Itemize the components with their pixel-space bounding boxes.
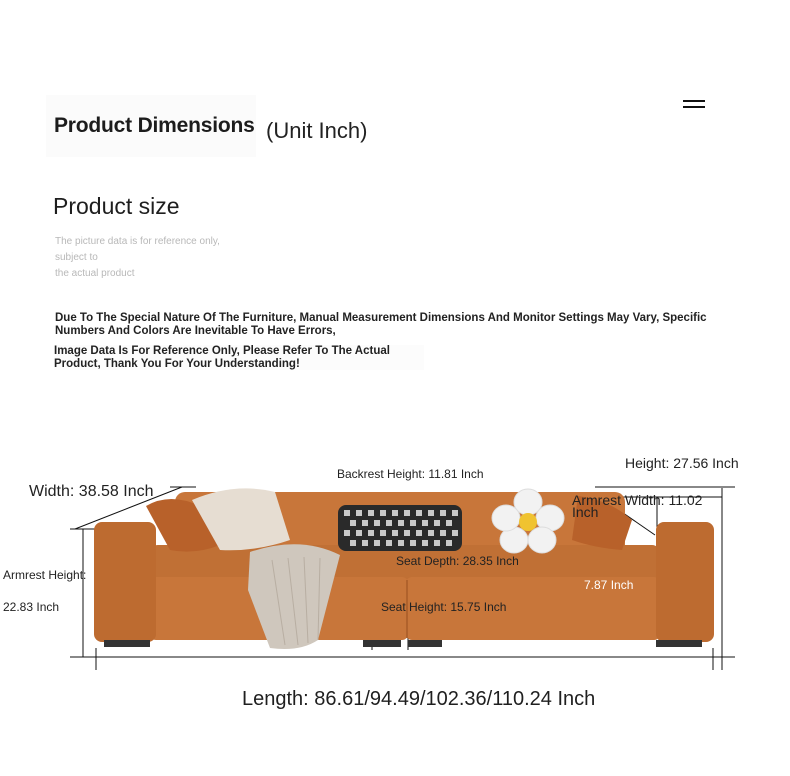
sofa-armrest-left	[94, 522, 156, 642]
page-title: Product Dimensions	[54, 114, 255, 137]
note-line: subject to	[55, 252, 98, 263]
label-armrest-width-unit: Inch	[572, 504, 599, 520]
label-armrest-height: Armrest Height:	[3, 568, 87, 582]
note-line: The picture data is for reference only,	[55, 236, 220, 247]
sofa	[94, 488, 714, 649]
label-armrest-width: Armrest Width: 11.02	[572, 492, 703, 508]
hamburger-icon[interactable]	[683, 100, 705, 110]
label-seat-height: Seat Height: 15.75 Inch	[381, 600, 507, 614]
note-line: the actual product	[55, 268, 135, 279]
disclaimer-line-2: Image Data Is For Reference Only, Please Refer To The Actual Product, Thank You For Your Understanding!	[54, 345, 424, 370]
unit-label: (Unit Inch)	[266, 118, 368, 143]
sofa-foot	[408, 640, 442, 647]
label-height: Height: 27.56 Inch	[625, 455, 739, 471]
label-arm-depth: 7.87 Inch	[584, 578, 634, 592]
sofa-dimension-diagram	[0, 440, 790, 680]
disclaimer-line-1: Due To The Special Nature Of The Furniture, Manual Measurement Dimensions And Monitor Settings May Vary, Specific Numbers And Colors Are Inevitable To Have Errors,	[55, 312, 707, 337]
length-label: Length: 86.61/94.49/102.36/110.24 Inch	[242, 688, 596, 710]
label-seat-depth: Seat Depth: 28.35 Inch	[396, 554, 519, 568]
section-heading: Product size	[53, 193, 180, 219]
sofa-foot	[656, 640, 702, 647]
label-backrest-height: Backrest Height: 11.81 Inch	[337, 467, 484, 481]
sofa-armrest-right	[656, 522, 714, 642]
reference-note	[55, 234, 220, 282]
label-width: Width: 38.58 Inch	[29, 483, 154, 500]
label-armrest-height-value: 22.83 Inch	[3, 600, 60, 614]
sofa-foot	[104, 640, 150, 647]
sofa-foot	[363, 640, 401, 647]
